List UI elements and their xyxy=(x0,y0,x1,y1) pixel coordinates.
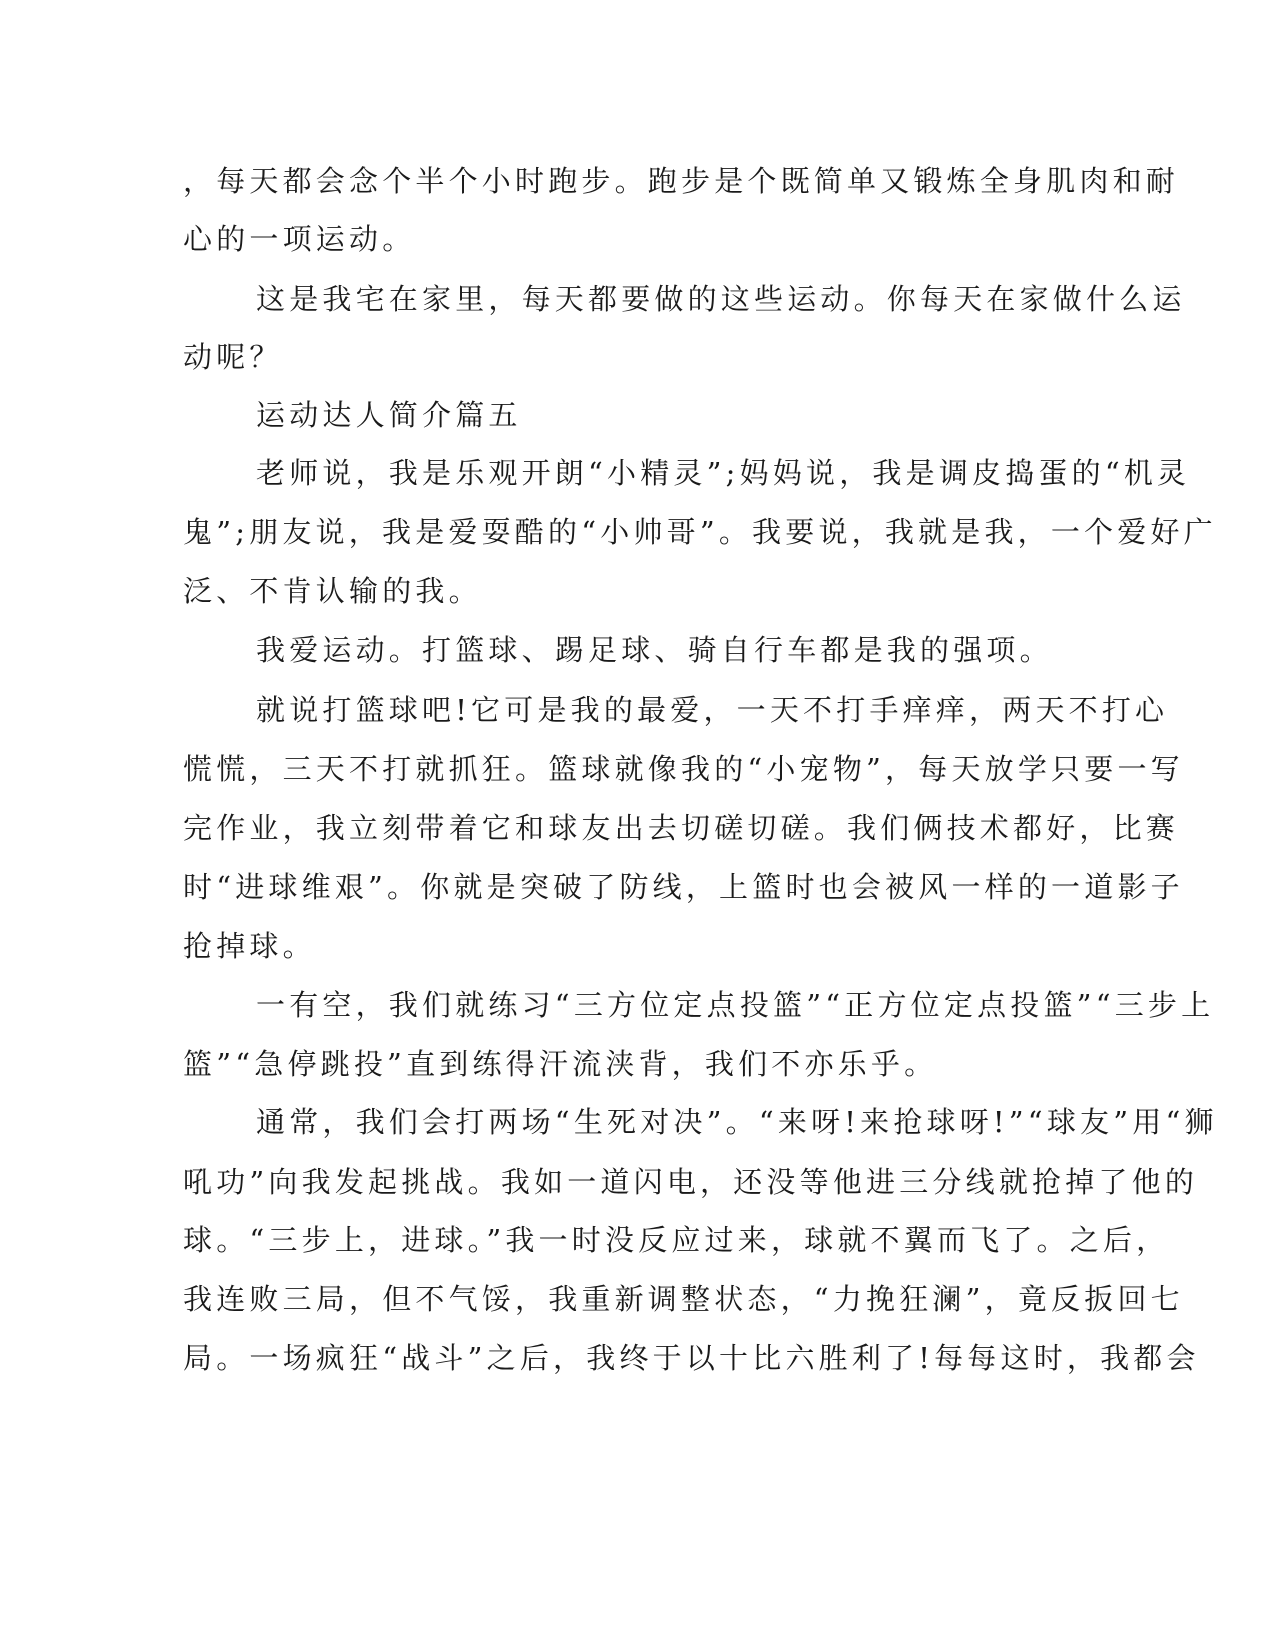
paragraph-line: 球。“三步上，进球。”我一时没反应过来，球就不翼而飞了。之后， xyxy=(183,1223,1170,1257)
paragraph-line: 鬼”;朋友说，我是爱耍酷的“小帅哥”。我要说，我就是我，一个爱好广 xyxy=(183,515,1217,549)
paragraph-line: 我爱运动。打篮球、踢足球、骑自行车都是我的强项。 xyxy=(256,633,1053,667)
paragraph-line: 这是我宅在家里，每天都要做的这些运动。你每天在家做什么运 xyxy=(256,282,1186,316)
paragraph-line: 心的一项运动。 xyxy=(183,222,416,256)
paragraph-line: 慌慌，三天不打就抓狂。篮球就像我的“小宠物”，每天放学只要一写 xyxy=(183,752,1184,786)
paragraph-line: 我连败三局，但不气馁，我重新调整状态，“力挽狂澜”，竟反扳回七 xyxy=(183,1282,1184,1316)
paragraph-line: 抢掉球。 xyxy=(183,929,316,963)
paragraph-line: 完作业，我立刻带着它和球友出去切磋切磋。我们俩技术都好，比赛 xyxy=(183,811,1180,845)
paragraph-line: 局。一场疯狂“战斗”之后，我终于以十比六胜利了!每每这时，我都会 xyxy=(183,1341,1200,1375)
paragraph-line: 吼功”向我发起挑战。我如一道闪电，还没等他进三分线就抢掉了他的 xyxy=(183,1165,1199,1199)
paragraph-line: 老师说，我是乐观开朗“小精灵”;妈妈说，我是调皮捣蛋的“机灵 xyxy=(256,456,1191,490)
paragraph-line: 篮”“急停跳投”直到练得汗流浃背，我们不亦乐乎。 xyxy=(183,1047,938,1081)
paragraph-line: 动呢？ xyxy=(183,340,283,374)
paragraph-line: 通常，我们会打两场“生死对决”。“来呀!来抢球呀!”“球友”用“狮 xyxy=(256,1105,1218,1139)
paragraph-line: 时“进球维艰”。你就是突破了防线，上篮时也会被风一样的一道影子 xyxy=(183,870,1184,904)
paragraph-line: 就说打篮球吧!它可是我的最爱，一天不打手痒痒，两天不打心 xyxy=(256,693,1169,727)
paragraph-line: 一有空，我们就练习“三方位定点投篮”“正方位定点投篮”“三步上 xyxy=(256,988,1215,1022)
paragraph-line: 泛、不肯认输的我。 xyxy=(183,574,482,608)
paragraph-line: ，每天都会念个半个小时跑步。跑步是个既简单又锻炼全身肌肉和耐 xyxy=(183,164,1180,198)
section-heading: 运动达人简介篇五 xyxy=(256,398,522,432)
